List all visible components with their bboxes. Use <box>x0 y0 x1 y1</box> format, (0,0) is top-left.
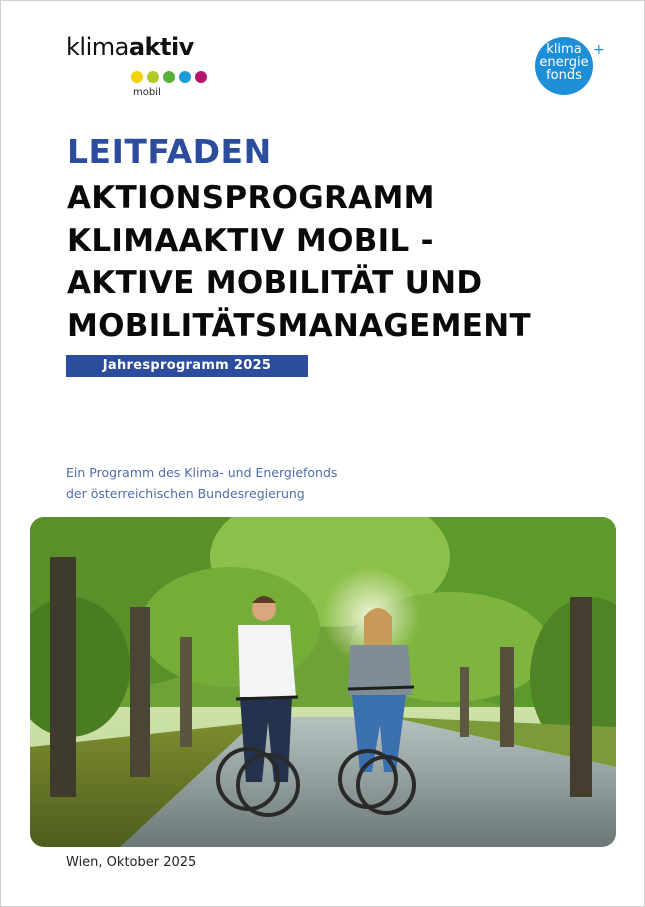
document-kicker: LEITFADEN <box>67 132 272 171</box>
kef-line-3: fonds <box>546 68 582 83</box>
kef-line-2: energie <box>539 55 589 70</box>
logo-dot-blue <box>179 71 191 83</box>
wordmark-bold: aktiv <box>128 33 194 61</box>
wordmark-light: klima <box>66 33 129 61</box>
place-and-date: Wien, Oktober 2025 <box>66 855 197 870</box>
photo-illustration <box>30 517 616 847</box>
kef-wordmark <box>535 43 593 82</box>
program-line-1: Ein Programm des Klima- und Energiefonds <box>66 465 338 480</box>
program-line-2: der österreichischen Bundesregierung <box>66 486 305 501</box>
document-title <box>67 177 627 347</box>
title-line-1: AKTIONSPROGRAMM <box>67 180 435 216</box>
program-statement <box>66 462 337 504</box>
logo-dot-magenta <box>195 71 207 83</box>
logo-dot-lime <box>147 71 159 83</box>
kef-plus-sign: + <box>593 42 605 58</box>
title-line-3: AKTIVE MOBILITÄT UND <box>67 265 483 301</box>
logo-dot-yellow <box>131 71 143 83</box>
logo-dots <box>131 71 207 83</box>
logo-dot-green <box>163 71 175 83</box>
kef-line-1: klima <box>546 42 582 57</box>
klimaaktiv-wordmark <box>66 33 194 61</box>
logo-subline: mobil <box>133 87 161 98</box>
cyclists-in-park-photo <box>30 517 616 847</box>
title-line-2: KLIMAAKTIV MOBIL - <box>67 222 434 259</box>
year-program-badge: Jahresprogramm 2025 <box>66 355 308 377</box>
title-line-4: MOBILITÄTSMANAGEMENT <box>67 307 531 344</box>
klima-energiefonds-logo <box>535 37 605 95</box>
klimaaktiv-logo <box>66 33 216 103</box>
